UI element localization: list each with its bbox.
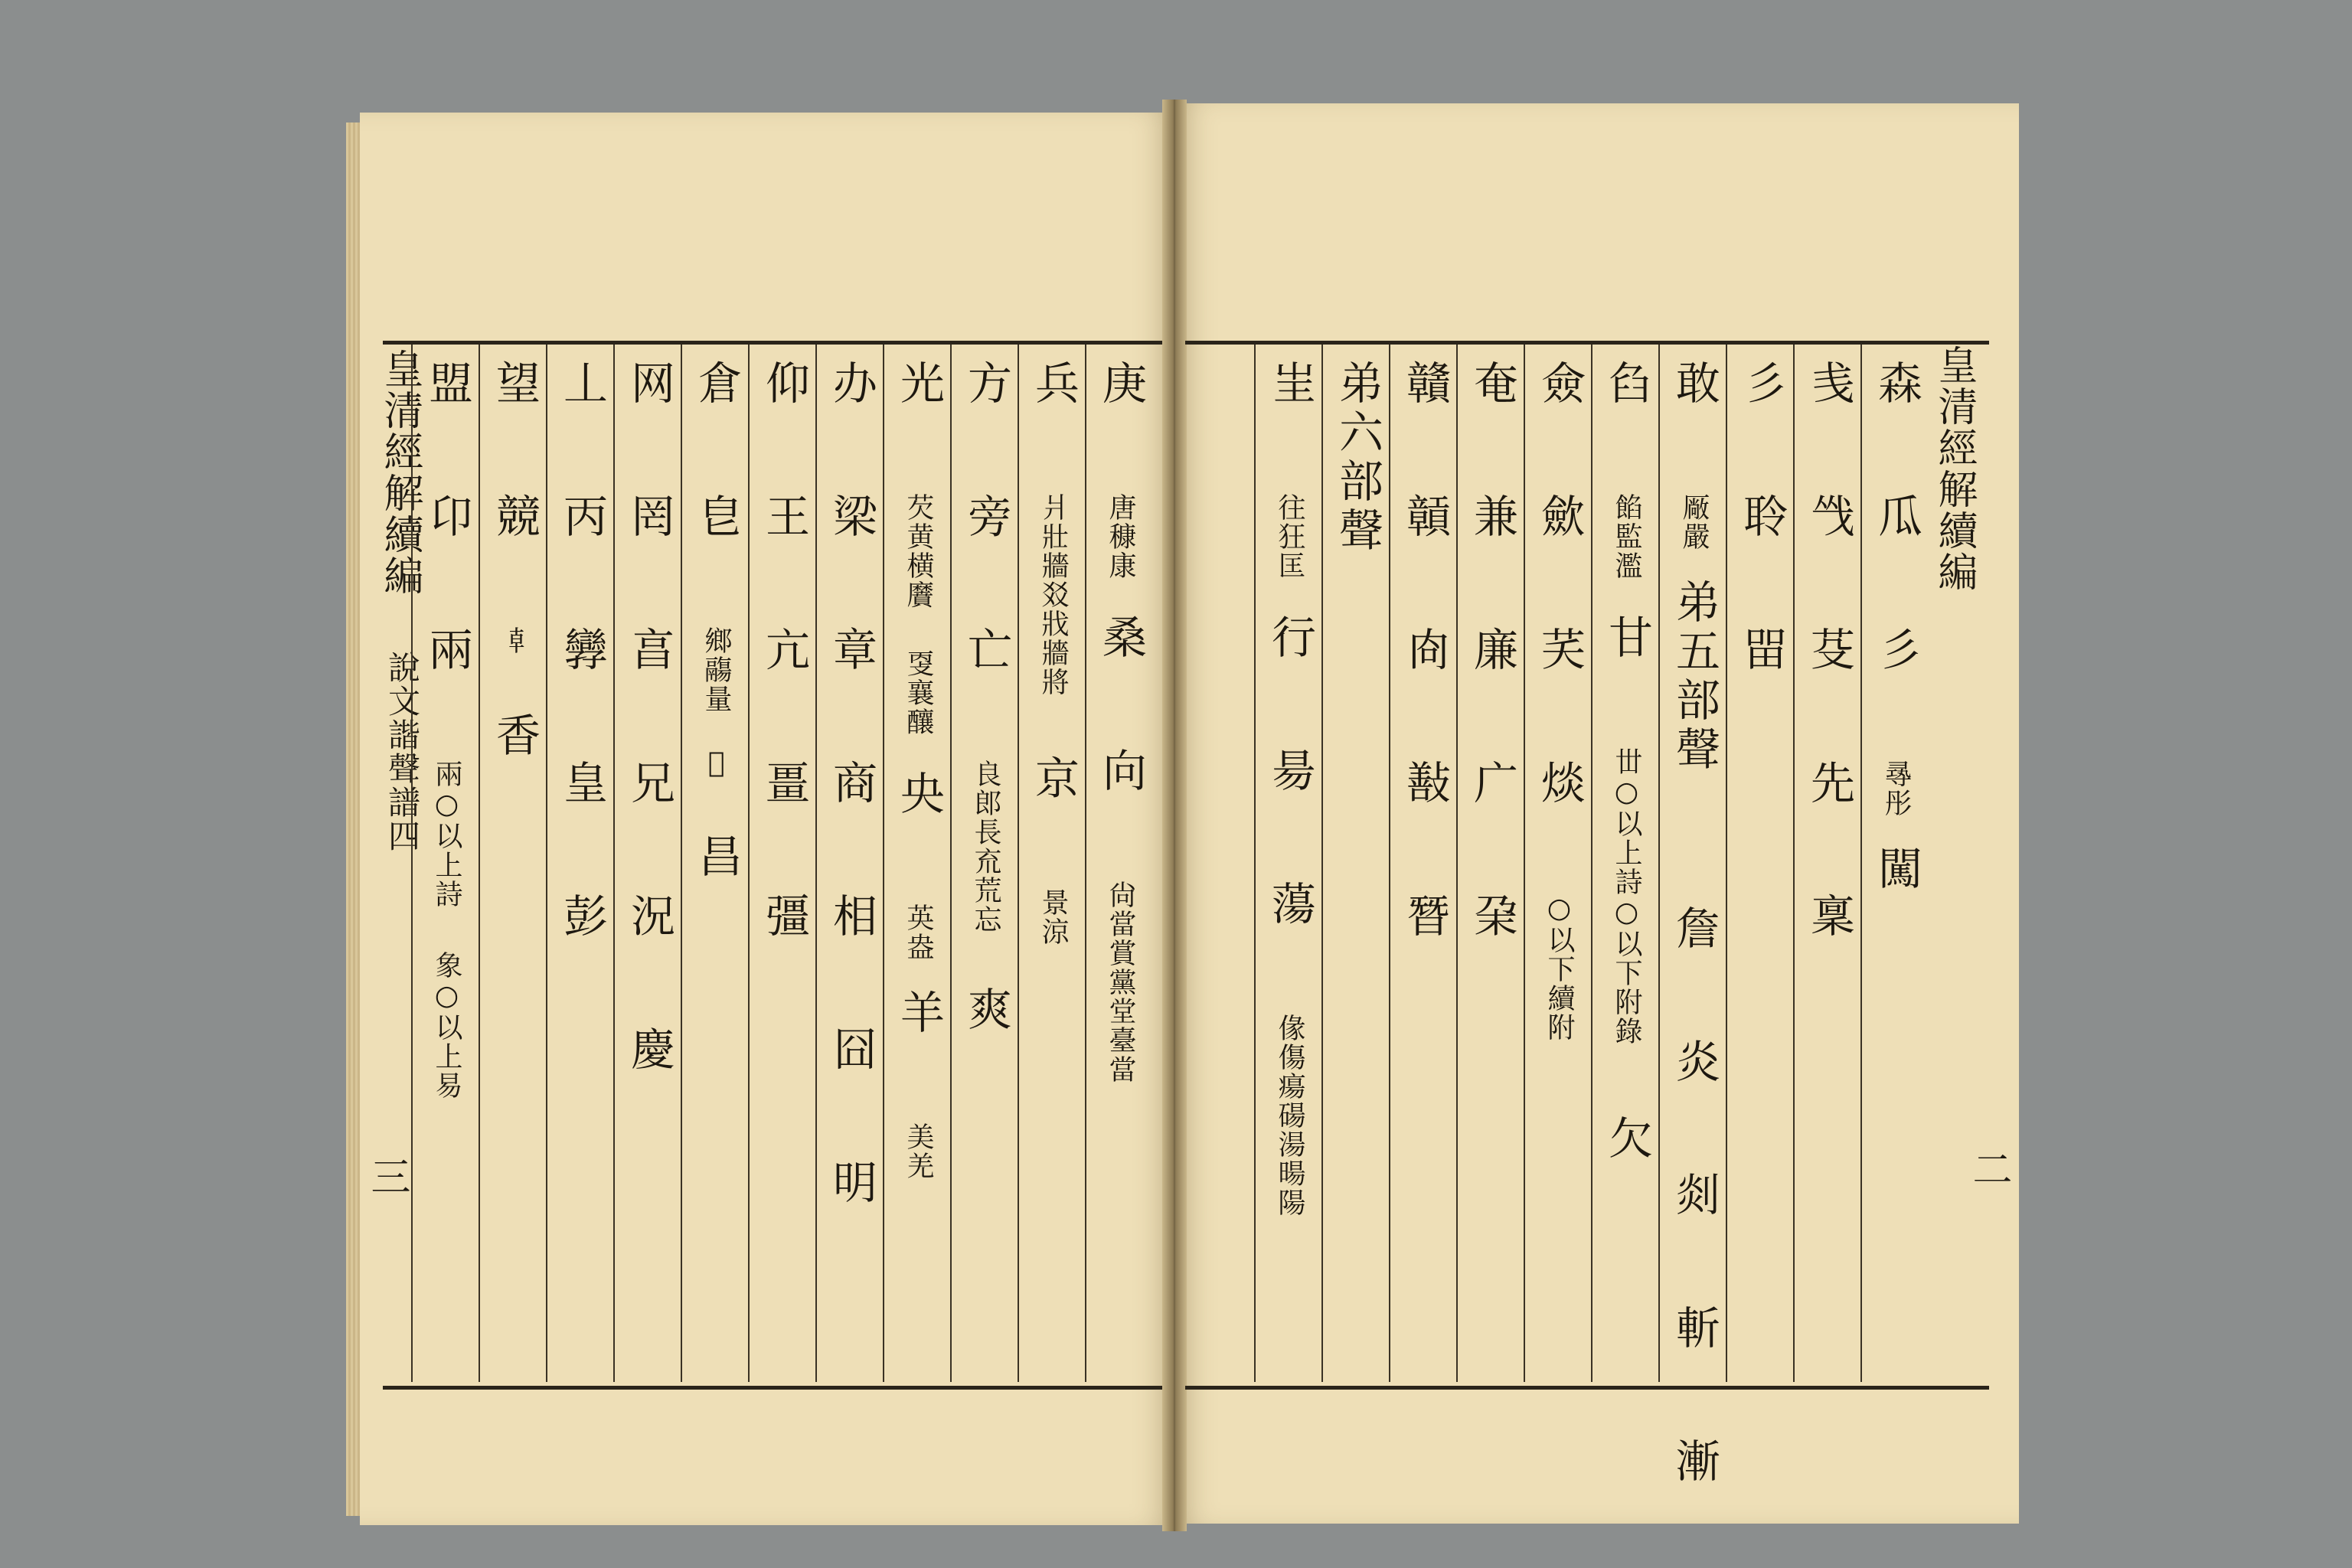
column-entry: 盟 <box>421 360 473 409</box>
column-entry: 皇 <box>556 760 608 808</box>
column-entry: 㞷 <box>1264 360 1316 409</box>
right-page-column <box>1389 345 1456 1382</box>
column-entry: 囧 <box>825 1026 877 1075</box>
column-entry: 敢 <box>1668 360 1720 409</box>
column-entry: 稟 <box>1803 893 1855 942</box>
column-entry: 森 <box>1870 360 1922 409</box>
column-entry: 朁 <box>1399 893 1451 942</box>
column-entry: 罔 <box>623 493 675 542</box>
column-entry: 丙 <box>556 493 608 542</box>
column-entry: 瓜 <box>1870 493 1922 542</box>
column-entry: 甘 <box>1601 614 1653 663</box>
column-entry: 梁 <box>825 493 877 542</box>
column-entry: 相 <box>825 893 877 942</box>
column-entry: 羊 <box>893 989 945 1038</box>
right-page-column <box>1321 345 1389 1382</box>
column-entry: 㪅襄釀 <box>903 649 934 737</box>
column-entry: 丗○以上詩○以下附錄 <box>1611 747 1642 1046</box>
column-entry: 兼 <box>1466 493 1518 542</box>
left-page-column <box>411 345 479 1382</box>
column-entry: 臽 <box>1601 360 1653 409</box>
column-entry: 聆 <box>1736 493 1788 542</box>
right-page-column <box>1524 345 1591 1382</box>
column-entry: 望 <box>488 360 541 409</box>
left-page-column <box>1018 345 1085 1382</box>
column-entry: 僉 <box>1534 360 1586 409</box>
column-entry: 先 <box>1803 760 1855 808</box>
column-entry: 美羌 <box>903 1122 934 1181</box>
left-margin-title: 皇清經解續編 <box>377 348 423 596</box>
left-margin-subtitle: 說文諧聲譜四 <box>384 651 421 853</box>
column-entry: 象○以上易 <box>431 951 462 1100</box>
column-entry: 往狂匡 <box>1274 493 1305 580</box>
right-page-number: 二 <box>1965 1148 2011 1188</box>
column-entry: 兩○以上詩 <box>431 760 462 909</box>
left-page-column <box>479 345 546 1382</box>
column-entry: 爽 <box>960 986 1012 1035</box>
column-entry: 向 <box>1095 747 1147 796</box>
column-entry: 旁 <box>960 493 1012 542</box>
right-page-column <box>1591 345 1658 1382</box>
left-page-column <box>546 345 613 1382</box>
column-entry: 㦮 <box>1803 360 1855 409</box>
column-entry: 彭 <box>556 893 608 942</box>
column-entry: 庚 <box>1095 360 1147 409</box>
column-entry: 广 <box>1466 760 1518 808</box>
column-entry: 炎 <box>1668 1038 1720 1087</box>
column-entry: 桑 <box>1095 614 1147 663</box>
column-entry: 蕩 <box>1264 880 1316 929</box>
column-entry: 畺 <box>758 760 810 808</box>
left-page-column <box>1085 345 1152 1382</box>
column-entry: 贑 <box>1399 493 1451 542</box>
column-entry: 餡監濫 <box>1611 493 1642 580</box>
column-entry: 爿壯牆㸚戕牆將 <box>1037 493 1069 697</box>
right-page-column <box>1254 345 1321 1382</box>
column-entry: 鄉鬺量 <box>701 626 732 714</box>
column-entry: 兄 <box>623 760 675 808</box>
column-entry: 网 <box>623 360 675 409</box>
column-entry: 闖 <box>1870 845 1922 894</box>
column-entry: 競 <box>488 493 541 542</box>
column-entry: 㦰 <box>1803 493 1855 542</box>
column-entry: 彡 <box>1870 626 1922 675</box>
column-entry: 皀 <box>691 493 743 542</box>
right-page-column <box>1658 345 1726 1487</box>
column-entry: 芡黄横黂 <box>903 493 934 609</box>
right-page-column <box>1860 345 1928 1382</box>
column-entry: 㭆 <box>1466 893 1518 942</box>
column-entry: ○以下續附 <box>1544 893 1575 1042</box>
column-entry: 卬 <box>421 493 473 542</box>
column-entry: 㷋 <box>1534 760 1586 808</box>
column-entry: 奄 <box>1466 360 1518 409</box>
book-gutter <box>1162 100 1187 1531</box>
left-page-column <box>681 345 748 1382</box>
column-entry: 方 <box>960 360 1012 409</box>
column-entry: 彡 <box>1736 360 1788 409</box>
column-entry: 昌 <box>691 833 743 882</box>
column-entry: 英盎 <box>903 903 934 962</box>
column-entry: 昜 <box>1264 747 1316 796</box>
left-page-column <box>748 345 815 1382</box>
column-entry: 㝷彤 <box>1880 760 1912 818</box>
column-entry: 詹 <box>1668 905 1720 954</box>
column-entry: 剡 <box>1668 1171 1720 1220</box>
column-entry: 㝈 <box>556 626 608 675</box>
left-page-column <box>883 345 950 1382</box>
column-entry: 尙當賞黨堂臺當 <box>1105 880 1136 1084</box>
column-entry: 漸 <box>1668 1438 1720 1487</box>
right-page-column <box>1793 345 1860 1382</box>
column-entry: 彊 <box>758 893 810 942</box>
right-page-column <box>1456 345 1524 1382</box>
column-entry: 贛 <box>1399 360 1451 409</box>
column-entry: 行 <box>1264 614 1316 663</box>
column-entry: 㽞 <box>1736 626 1788 675</box>
column-entry: 光 <box>893 360 945 409</box>
column-entry: 歛 <box>1534 493 1586 542</box>
column-entry: 兩 <box>421 626 473 675</box>
column-entry: 㕯 <box>1399 626 1451 675</box>
column-entry: 𧇊 <box>701 747 732 780</box>
column-entry: 況 <box>623 893 675 942</box>
column-entry: 景涼 <box>1037 888 1069 946</box>
column-entry: 斬 <box>1668 1305 1720 1354</box>
column-entry: 欠 <box>1601 1115 1653 1164</box>
left-page-column <box>815 345 883 1382</box>
left-page-number: 三 <box>364 1156 410 1196</box>
column-entry: 廉 <box>1466 626 1518 675</box>
right-page-column <box>1726 345 1793 1382</box>
column-entry: 芟 <box>1803 626 1855 675</box>
column-entry: 唐穅康 <box>1105 493 1136 580</box>
column-entry: 㪨 <box>1399 760 1451 808</box>
left-page-column <box>613 345 681 1382</box>
column-entry: 王 <box>758 493 810 542</box>
column-entry: 𠦝 <box>498 626 530 655</box>
column-entry: 亢 <box>758 626 810 675</box>
column-entry: 弟五部聲 <box>1668 579 1720 775</box>
column-entry: 㑰傷瘍碭湯暘陽 <box>1274 1014 1305 1217</box>
column-entry: 明 <box>825 1159 877 1208</box>
column-entry: 弟六部聲 <box>1331 360 1383 556</box>
right-margin-title: 皇清經解續編 <box>1931 345 1977 593</box>
column-entry: 香 <box>488 712 541 761</box>
column-entry: 仰 <box>758 360 810 409</box>
column-entry: 京 <box>1027 755 1080 804</box>
column-entry: 办 <box>825 360 877 409</box>
column-entry: 倉 <box>691 360 743 409</box>
column-entry: 商 <box>825 760 877 808</box>
column-entry: 慶 <box>623 1026 675 1075</box>
column-entry: 芺 <box>1534 626 1586 675</box>
column-entry: 央 <box>893 770 945 819</box>
left-page-column <box>950 345 1018 1382</box>
column-entry: 章 <box>825 626 877 675</box>
column-entry: 厰嚴 <box>1678 493 1710 551</box>
column-entry: 兵 <box>1027 360 1080 409</box>
column-entry: 良郎長㐬荒忘 <box>970 760 1001 934</box>
column-entry: 亡 <box>960 626 1012 675</box>
column-entry: 亯 <box>623 626 675 675</box>
column-entry: 丄 <box>556 360 608 409</box>
